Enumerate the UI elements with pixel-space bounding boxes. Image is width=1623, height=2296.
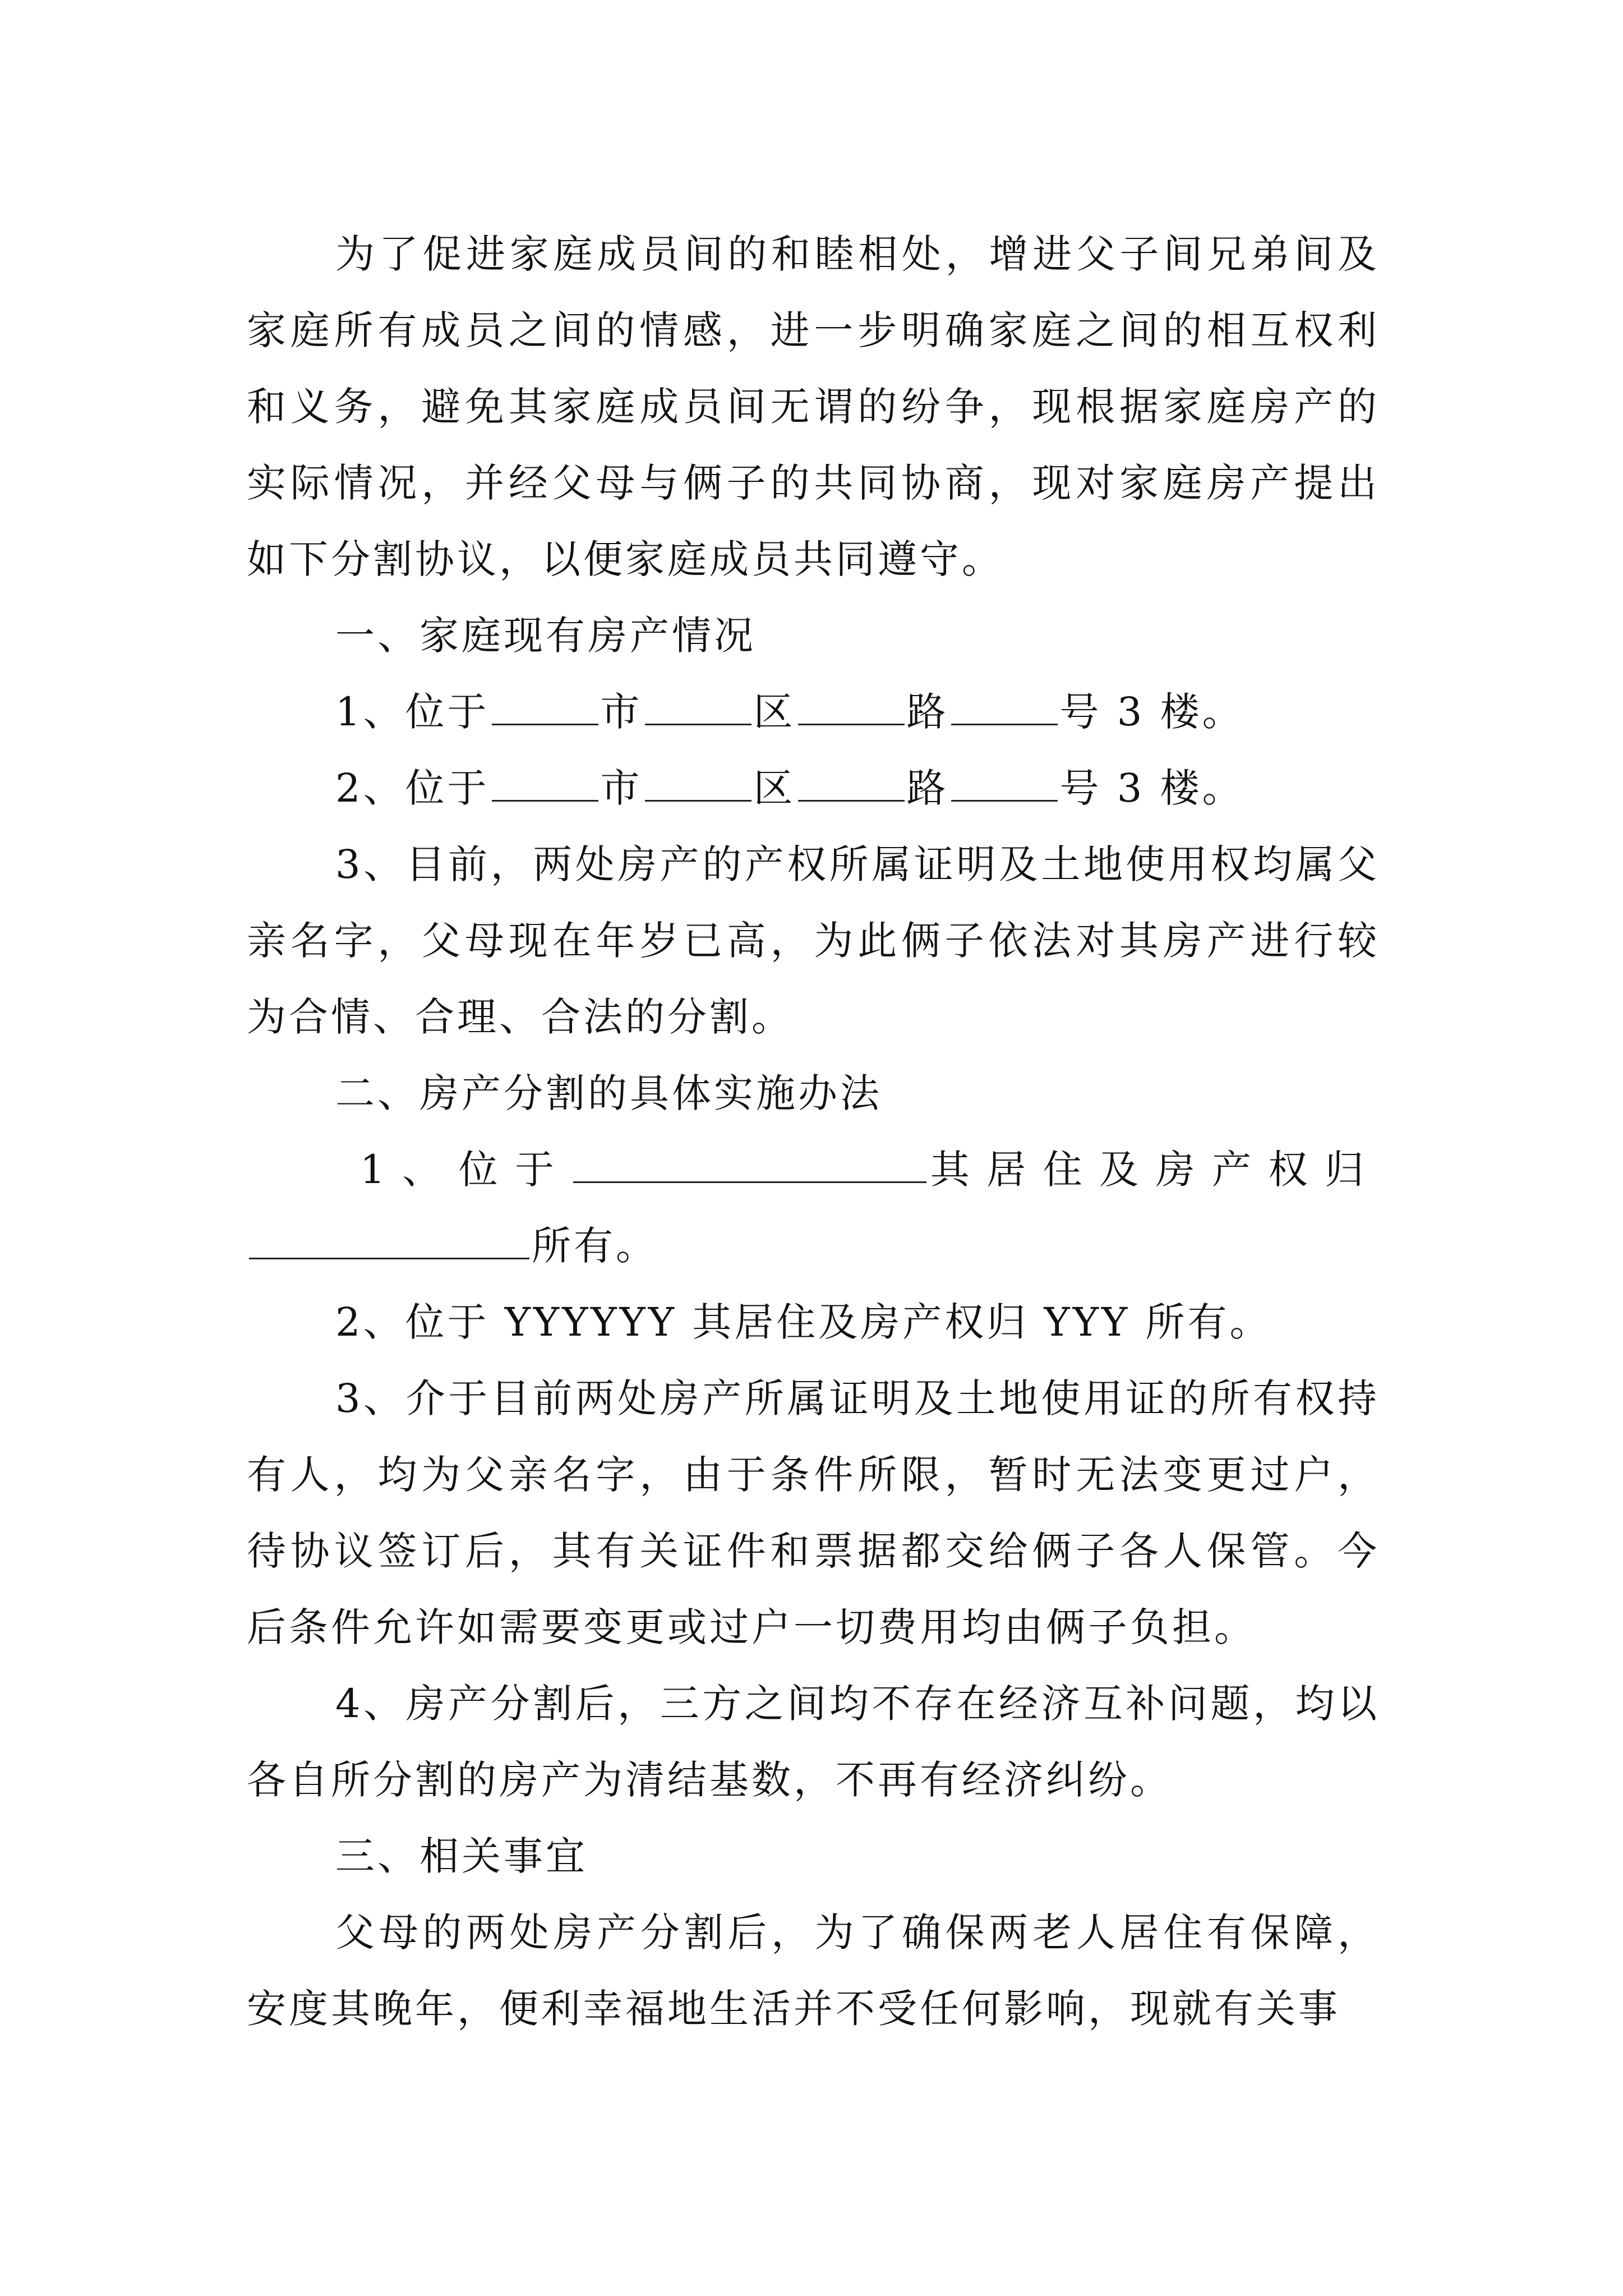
section-heading-3: 三、相关事宜 bbox=[335, 1833, 588, 1879]
road-label: 路 bbox=[906, 689, 949, 735]
city-label: 市 bbox=[600, 689, 643, 735]
property-item-1 bbox=[247, 674, 1380, 750]
fill-blank-number bbox=[951, 690, 1058, 725]
fill-blank-location bbox=[573, 1148, 926, 1183]
item-suffix: 号 3 楼。 bbox=[1059, 689, 1244, 735]
item-suffix: 所有。 bbox=[532, 1223, 658, 1269]
division-item-3: 3、介于目前两处房产所属证明及土地使用证的所有权持有人，均为父亲名字，由于条件所限，暂时无法变更过户，待协议签订后，其有关证件和票据都交给俩子各人保管。今后条件允许如需要变更或过户一切费用均由俩子负担。 bbox=[247, 1375, 1380, 1650]
district-label: 区 bbox=[753, 689, 796, 735]
city-label: 市 bbox=[600, 765, 643, 811]
fill-blank-number bbox=[951, 766, 1058, 802]
agreement-body bbox=[247, 216, 1380, 2047]
division-item-1-line2 bbox=[247, 1208, 1380, 1284]
fill-blank-road bbox=[798, 690, 905, 725]
district-label: 区 bbox=[753, 765, 796, 811]
fill-blank-city bbox=[492, 766, 598, 802]
fill-blank-city bbox=[492, 690, 598, 725]
fill-blank-district bbox=[645, 766, 751, 802]
property-item-3: 3、目前，两处房产的产权所属证明及土地使用权均属父亲名字，父母现在年岁已高，为此俩子依法对其房产进行较为合情、合理、合法的分割。 bbox=[247, 841, 1380, 1040]
section-heading-2: 二、房产分割的具体实施办法 bbox=[335, 1070, 882, 1116]
fill-blank-owner bbox=[249, 1224, 529, 1259]
division-item-2: 2、位于 YYYYYY 其居住及房产权归 YYY 所有。 bbox=[335, 1299, 1272, 1345]
division-item-4: 4、房产分割后，三方之间均不存在经济互补问题，均以各自所分割的房产为清结基数，不再有经济纠纷。 bbox=[247, 1681, 1380, 1803]
item-suffix: 号 3 楼。 bbox=[1059, 765, 1244, 811]
road-label: 路 bbox=[906, 765, 949, 811]
division-item-1-line1 bbox=[247, 1131, 1380, 1208]
related-matters-paragraph: 父母的两处房产分割后，为了确保两老人居住有保障，安度其晚年，便利幸福地生活并不受任何影响，现就有关事 bbox=[247, 1910, 1380, 2032]
fill-blank-district bbox=[645, 690, 751, 725]
item-prefix: 2、位于 bbox=[335, 765, 490, 811]
item-prefix: 1、位于 bbox=[335, 689, 490, 735]
fill-blank-road bbox=[798, 766, 905, 802]
item-middle: 其居住及房产权归 bbox=[929, 1147, 1380, 1193]
section-heading-1: 一、家庭现有房产情况 bbox=[335, 613, 756, 659]
property-item-2 bbox=[247, 750, 1380, 826]
intro-paragraph: 为了促进家庭成员间的和睦相处，增进父子间兄弟间及家庭所有成员之间的情感，进一步明确家庭之间的相互权利和义务，避免其家庭成员间无谓的纷争，现根据家庭房产的实际情况，并经父母与俩子的共同协商，现对家庭房产提出如下分割协议，以便家庭成员共同遵守。 bbox=[247, 231, 1380, 582]
item-prefix: 1、位于 bbox=[360, 1147, 571, 1193]
